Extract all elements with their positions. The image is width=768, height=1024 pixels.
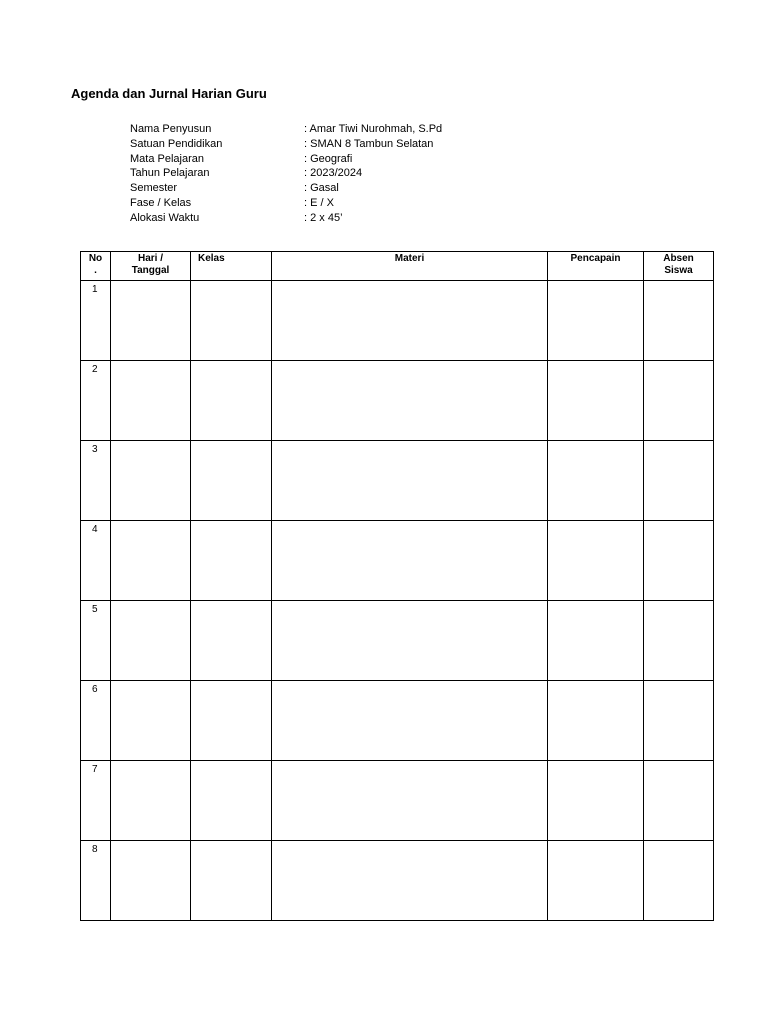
hari-tanggal-cell[interactable] [111, 681, 191, 761]
table-row [81, 281, 714, 361]
kelas-cell[interactable] [191, 761, 272, 841]
absen-cell[interactable] [644, 761, 714, 841]
absen-cell[interactable] [644, 441, 714, 521]
kelas-cell[interactable] [191, 441, 272, 521]
hari-tanggal-cell[interactable] [111, 761, 191, 841]
info-value: : E / X [304, 196, 334, 209]
info-label: Satuan Pendidikan [130, 137, 223, 150]
materi-cell[interactable] [272, 281, 548, 361]
info-label: Mata Pelajaran [130, 152, 204, 165]
info-row-semester [130, 181, 442, 196]
kelas-cell[interactable] [191, 841, 272, 921]
table-row [81, 601, 714, 681]
pencapaian-cell[interactable] [548, 281, 644, 361]
hari-tanggal-cell[interactable] [111, 281, 191, 361]
header-no-dot: . [94, 265, 97, 276]
info-value: : Geografi [304, 152, 353, 165]
header-absen-text: Absen [663, 253, 694, 264]
info-value: : 2023/2024 [304, 167, 363, 180]
info-value: : 2 x 45’ [304, 211, 343, 224]
kelas-cell[interactable] [191, 601, 272, 681]
absen-cell[interactable] [644, 521, 714, 601]
info-row-tahun-pelajaran [130, 166, 442, 181]
header-hari-tanggal [111, 252, 191, 281]
header-no [81, 252, 111, 281]
info-row-mata-pelajaran [130, 152, 442, 167]
hari-tanggal-cell[interactable] [111, 521, 191, 601]
row-number: 1 [81, 281, 111, 361]
header-pencapaian: Pencapain [548, 252, 644, 281]
absen-cell[interactable] [644, 601, 714, 681]
header-tanggal-text: Tanggal [131, 265, 170, 276]
materi-cell[interactable] [272, 601, 548, 681]
pencapaian-cell[interactable] [548, 761, 644, 841]
row-number: 6 [81, 681, 111, 761]
info-label: Nama Penyusun [130, 123, 212, 135]
info-value: : SMAN 8 Tambun Selatan [304, 137, 434, 150]
row-number: 5 [81, 601, 111, 681]
table-row [81, 521, 714, 601]
table-row [81, 761, 714, 841]
row-number: 3 [81, 441, 111, 521]
absen-cell[interactable] [644, 361, 714, 441]
table-row [81, 841, 714, 921]
materi-cell[interactable] [272, 441, 548, 521]
info-row-nama-penyusun [130, 122, 442, 137]
table-header-row [81, 252, 714, 281]
page-title: Agenda dan Jurnal Harian Guru [71, 86, 267, 101]
row-number: 7 [81, 761, 111, 841]
header-materi: Materi [272, 252, 548, 281]
materi-cell[interactable] [272, 841, 548, 921]
info-value: : Gasal [304, 182, 339, 195]
hari-tanggal-cell[interactable] [111, 361, 191, 441]
pencapaian-cell[interactable] [548, 441, 644, 521]
hari-tanggal-cell[interactable] [111, 841, 191, 921]
table-row [81, 361, 714, 441]
header-absen-siswa [644, 252, 714, 281]
materi-cell[interactable] [272, 521, 548, 601]
header-siswa-text: Siswa [664, 265, 693, 276]
info-label: Alokasi Waktu [130, 211, 200, 224]
header-kelas: Kelas [191, 252, 272, 281]
hari-tanggal-cell[interactable] [111, 601, 191, 681]
row-number: 4 [81, 521, 111, 601]
materi-cell[interactable] [272, 761, 548, 841]
absen-cell[interactable] [644, 681, 714, 761]
kelas-cell[interactable] [191, 521, 272, 601]
materi-cell[interactable] [272, 361, 548, 441]
kelas-cell[interactable] [191, 361, 272, 441]
pencapaian-cell[interactable] [548, 841, 644, 921]
hari-tanggal-cell[interactable] [111, 441, 191, 521]
info-label: Tahun Pelajaran [130, 167, 210, 180]
absen-cell[interactable] [644, 841, 714, 921]
header-no-text: No [88, 253, 103, 264]
header-hari-text: Hari / [137, 253, 163, 264]
table-row [81, 681, 714, 761]
info-block [130, 122, 442, 226]
journal-table [80, 251, 714, 921]
info-label: Fase / Kelas [130, 196, 192, 209]
info-value: : Amar Tiwi Nurohmah, S.Pd [304, 123, 443, 135]
row-number: 2 [81, 361, 111, 441]
absen-cell[interactable] [644, 281, 714, 361]
pencapaian-cell[interactable] [548, 521, 644, 601]
kelas-cell[interactable] [191, 681, 272, 761]
kelas-cell[interactable] [191, 281, 272, 361]
info-label: Semester [130, 182, 178, 195]
materi-cell[interactable] [272, 681, 548, 761]
table-row [81, 441, 714, 521]
info-row-fase-kelas [130, 196, 442, 211]
info-row-satuan-pendidikan [130, 137, 442, 152]
pencapaian-cell[interactable] [548, 361, 644, 441]
pencapaian-cell[interactable] [548, 601, 644, 681]
row-number: 8 [81, 841, 111, 921]
info-row-alokasi-waktu [130, 211, 442, 226]
pencapaian-cell[interactable] [548, 681, 644, 761]
